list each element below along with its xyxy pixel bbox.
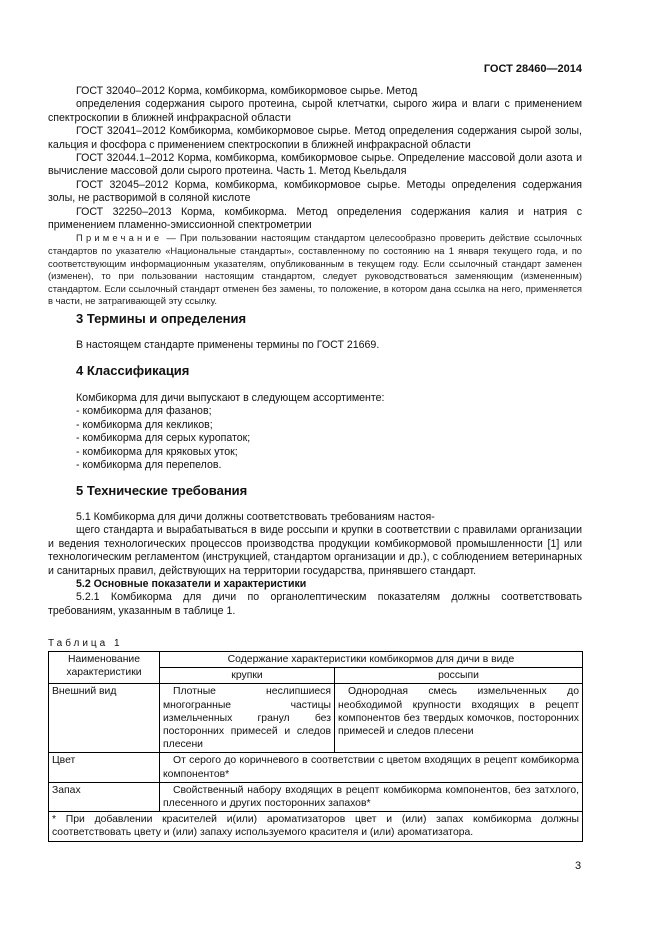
cell-merged: От серого до коричневого в соответствии с цветом входящих в рецепт комбикорма компонентов* <box>160 753 583 782</box>
col-header-rossyp: россыпи <box>335 668 583 684</box>
table-row <box>49 753 583 782</box>
section-5-body <box>48 511 582 618</box>
page-number: 3 <box>575 860 582 872</box>
section-4-body <box>48 392 582 472</box>
assortment-list <box>48 405 582 472</box>
note-label: Примечание <box>76 232 163 244</box>
row-name: Цвет <box>49 753 160 782</box>
cell-krupka: Плотные неслипшиеся многогранные частицы измельченных гранул без посторонних примесей и следов плесени <box>160 684 335 753</box>
note-text: — При пользовании настоящим стандартом целесообразно проверить действие ссылочных стандартов по указателю «Национальные стандарты», составленному по состоянию на 1 января текущего года, и по соответствующим информационным указателям, опубликованным в текущем году. Если ссылочный стандарт заменен (изменен), то при пользовании настоящим стандартом, следует руководствоваться заменяющим (измененным) стандартом. Если ссылочный стандарт отменен без замены, то положение, в котором дана ссылка на него, применяется в части, не затрагивающей эту ссылку. <box>48 232 582 307</box>
table-1 <box>48 651 583 842</box>
list-item: - комбикорма для перепелов. <box>76 459 222 472</box>
table-footnote: * При добавлении красителей и(или) ароматизаторов цвет и (или) запах комбикорма должны соответствовать цвету и (или) запаху используемого красителя и (или) ароматизатора. <box>49 812 583 841</box>
ref-item: ГОСТ 32041–2012 Комбикорма, комбикормовое сырье. Метод определения содержания сырой золы, кальция и фосфора с применением спектроскопии в ближней инфракрасной области <box>48 125 582 151</box>
cell-merged: Свойственный набору входящих в рецепт комбикорма компонентов, без затхлого, плесенного и других посторонних запахов* <box>160 782 583 811</box>
clause-5-1: 5.1 Комбикорма для дичи должны соответствовать требованиям настоя- <box>76 511 435 523</box>
list-item: - комбикорма для кряковых уток; <box>76 445 238 458</box>
ref-item: ГОСТ 32250–2013 Корма, комбикорма. Метод определения содержания калия и натрия с применением пламенно-эмиссионной спектрометрии <box>48 205 582 232</box>
section-3-text: В настоящем стандарте применены термины по ГОСТ 21669. <box>76 339 380 351</box>
list-item: - комбикорма для кекликов; <box>76 418 213 431</box>
ref-item: ГОСТ 32044.1–2012 Корма, комбикорма, комбикормовое сырье. Определение массовой доли азота и вычисление массовой доли сырого протеина. Часть 1. Метод Кьельдаля <box>48 152 582 178</box>
section-5-title: 5 Технические требования <box>76 483 248 498</box>
row-name: Запах <box>49 782 160 811</box>
ref-item: определения содержания сырого протеина, сырой клетчатки, сырого жира и влаги с применением спектроскопии в ближней инфракрасной области <box>48 98 582 124</box>
ref-item: ГОСТ 32040–2012 Корма, комбикорма, комбикормовое сырье. Метод <box>76 85 418 97</box>
table-row <box>49 684 583 753</box>
note <box>48 232 582 308</box>
clause-5-1-cont: щего стандарта и вырабатываться в виде россыпи и крупки в соответствии с правилами организации и ведения технологических процессов производства продукции комбикормовой промышленности [1] или технологическим регламентом (инструкцией, стандартом организации и др.), с соблюдением ветеринарных и санитарных правил, действующих на территории государства, принявшего стандарт. <box>48 524 582 577</box>
list-item: - комбикорма для фазанов; <box>76 405 212 418</box>
clause-5-2-title: 5.2 Основные показатели и характеристики <box>76 578 307 591</box>
document-header: ГОСТ 28460—2014 <box>483 63 582 75</box>
col-header-name: Наименование характеристики <box>49 652 160 684</box>
col-header-krupka: крупки <box>160 668 335 684</box>
table-caption: Таблица 1 <box>48 638 123 649</box>
section-3-title: 3 Термины и определения <box>76 311 247 326</box>
col-header-group: Содержание характеристики комбикормов для дичи в виде <box>160 652 583 668</box>
row-name: Внешний вид <box>49 684 160 753</box>
clause-5-2-1: 5.2.1 Комбикорма для дичи по органолептическим показателям должны соответствовать требованиям, указанным в таблице 1. <box>48 591 582 617</box>
normative-references <box>48 85 582 308</box>
section-4-intro: Комбикорма для дичи выпускают в следующем ассортименте: <box>76 392 385 404</box>
section-4-title: 4 Классификация <box>76 363 190 378</box>
table-row <box>49 782 583 811</box>
cell-rossyp: Однородная смесь измельченных до необходимой крупности входящих в рецепт компонентов без твердых комочков, посторонних примесей и следов плесени <box>335 684 583 753</box>
list-item: - комбикорма для серых куропаток; <box>76 432 251 445</box>
ref-item: ГОСТ 32045–2012 Корма, комбикорма, комбикормовое сырье. Методы определения содержания золы, не растворимой в соляной кислоте <box>48 178 582 205</box>
